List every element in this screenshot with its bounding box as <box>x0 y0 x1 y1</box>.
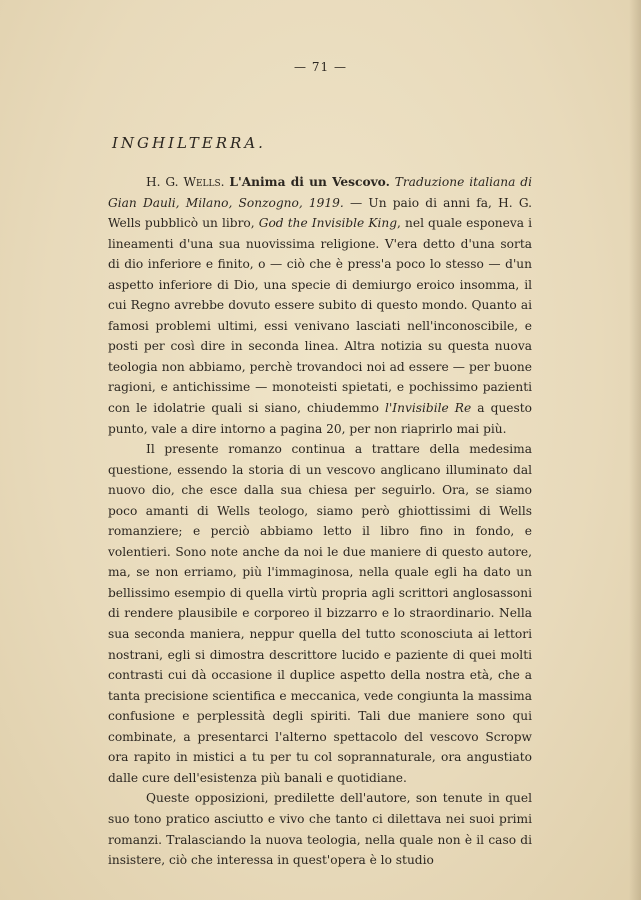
paragraph-1-text-c: a questo punto, vale a dire intorno a pagina 20, per non riaprirlo mai più. <box>108 401 532 436</box>
paragraph-3: Queste opposizioni, predilette dell'autore, son tenute in quel suo tono pratico asciutto e vivo che tanto ci dilettava nei suoi primi romanzi. Tralasciando la nuova teologia, nella quale non è il caso di insistere, ciò che interessa in quest'opera è lo studio <box>108 791 532 868</box>
review-body <box>108 172 532 871</box>
page-edge-shadow <box>629 0 641 900</box>
paragraph-1 <box>108 172 532 439</box>
book-title: L'Anima di un Vescovo. <box>229 175 390 189</box>
author-name: Wells. <box>183 175 225 189</box>
referenced-book-title: God the Invisible King <box>258 216 398 231</box>
publication-info: Traduzione italiana di Gian Dauli, Milano, Sonzogno, 1919. <box>108 175 533 210</box>
page-number: — 71 — <box>294 60 347 74</box>
paragraph-2: Il presente romanzo continua a trattare della medesima questione, essendo la storia di un vescovo anglicano illuminato dal nuovo dio, che esce dalla sua chiesa per seguirlo. Ora, se siamo poco amanti di Wells teologo, siamo però ghiottissimi di Wells romanziere; e perciò abbiamo letto il libro fino in fondo, e volentieri. Sono note anche da noi le due maniere di questo autore, ma, se non erriamo, più l'immaginosa, nella quale egli ha dato un bellissimo esempio di quella virtù propria agli scrittori anglosassoni di rendere plausibile e corporeo il bizzarro e lo straordinario. Nella sua seconda maniera, neppur quella del tutto sconosciuta ai lettori nostrani, egli si dimostra descrittore lucido e paziente di quei molti contrasti cui dà occasione il duplice aspetto della nostra età, che a tanta precisione scientifica e meccanica, vede congiunta la massima confusione e perplessità degli spiriti. Tali due maniere sono qui combinate, a presentarci l'alterno spettacolo del vescovo Scropw ora rapito in mistici a tu per tu col soprannaturale, ora angustiato dalle cure dell'esistenza più banali e quotidiane. <box>108 442 532 785</box>
author-initials: H. G. <box>146 175 184 189</box>
section-title: INGHILTERRA. <box>112 134 266 152</box>
referenced-book-short: l'Invisibile Re <box>385 401 472 416</box>
paragraph-1-text-b: , nel quale esponeva i lineamenti d'una sua nuovissima religione. V'era detto d'una sorta di dio inferiore e finito, o — ciò che è press'a poco lo stesso — d'un aspetto inferiore di Dio, una specie di demiurgo eroico insomma, il cui Regno avrebbe dovuto essere subito di questo mondo. Quanto ai famosi problemi ultimi, essi venivano lasciati nell'inconoscibile, e posti per così dire in seconda linea. Altra notizia su questa nuova teologia non abbiamo, perchè trovandoci noi ad essere — per buone ragioni, e antichissime — monoteisti spietati, e pochissimo pazienti con le idolatrie quali si siano, chiudemmo <box>108 216 532 416</box>
paragraph-1-text-a: — Un paio di anni fa, H. G. Wells pubblicò un libro, <box>108 195 533 231</box>
